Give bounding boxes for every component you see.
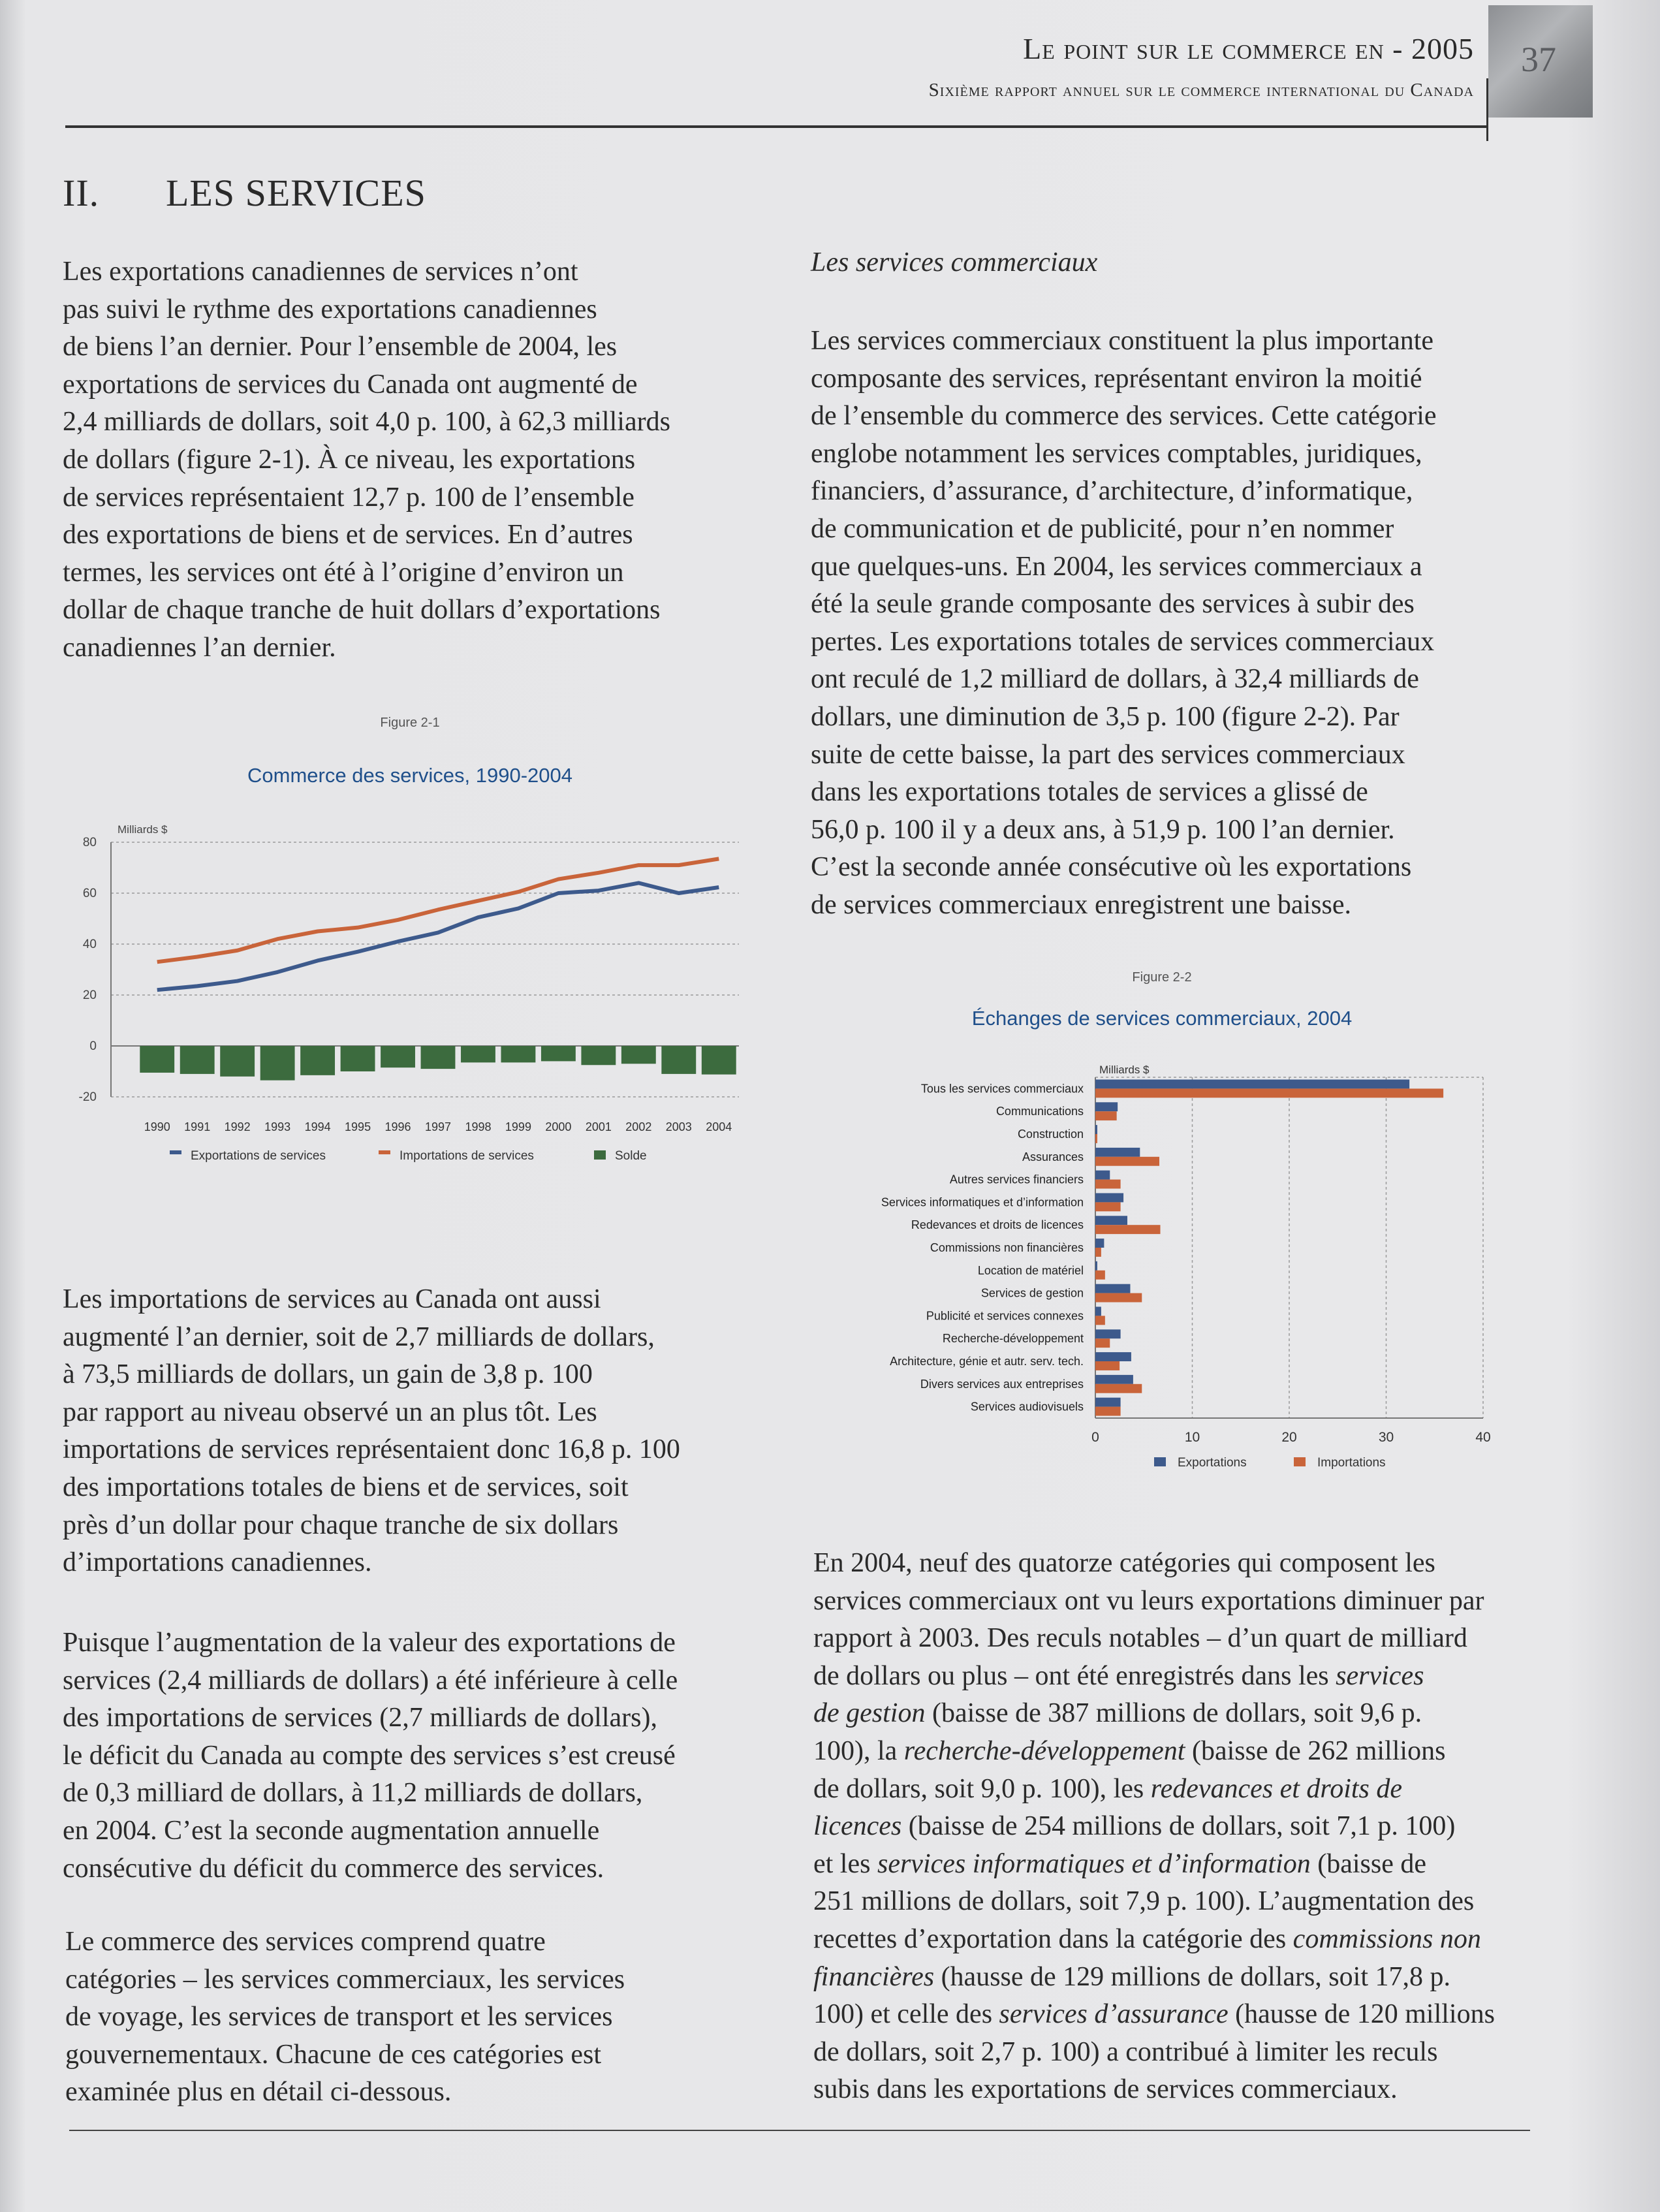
imports-bar (1095, 1134, 1097, 1143)
running-header-subtitle: Sixième rapport annuel sur le commerce international du Canada (928, 80, 1474, 101)
right-paragraph-2 (813, 1545, 1495, 2109)
running-header-title: Le point sur le commerce en - 2005 (1023, 32, 1474, 65)
category-label: Services de gestion (980, 1286, 1084, 1300)
exports-bar (1095, 1375, 1133, 1384)
x-tick-label: 1990 (144, 1120, 170, 1133)
text-run: (hausse de 129 millions de dollars, soit 17,8 p. 100) et celle des (813, 1961, 1450, 2030)
figure-2-1-chart (65, 712, 783, 1234)
exports-bar (1095, 1329, 1121, 1338)
imports-bar (1095, 1180, 1121, 1189)
balance-bar (501, 1046, 536, 1062)
legend-label: Exportations de services (191, 1149, 326, 1163)
figure-2-1-title: Commerce des services, 1990-2004 (247, 764, 572, 787)
exports-bar (1095, 1171, 1110, 1180)
exports-bar (1095, 1261, 1097, 1271)
left-paragraph-3: Puisque l’augmentation de la valeur des exportations de services (2,4 milliards de dollars) a été inférieure à celle des importations de services (2,7 milliards de dollars), le déficit du Canada au compte des services s’est creusé de 0,3 milliard de dollars, à 11,2 milliards de dollars, en 2004. C’est la seconde augmentation annuelle consécutive du déficit du commerce des services. (63, 1628, 678, 1884)
section-heading (63, 171, 426, 215)
imports-bar (1095, 1157, 1159, 1166)
x-tick-label: 1998 (465, 1120, 492, 1133)
balance-bar (300, 1046, 335, 1075)
y-tick-label: 20 (82, 988, 97, 1002)
x-tick-label: 2002 (625, 1120, 652, 1133)
x-tick-label: 2003 (665, 1120, 692, 1133)
exports-bar (1095, 1398, 1121, 1407)
figure-2-1-unit: Milliards $ (117, 823, 168, 836)
category-label: Construction (1017, 1128, 1084, 1141)
x-tick-label: 0 (1091, 1430, 1099, 1445)
imports-bar (1095, 1111, 1117, 1120)
figure-2-2-title: Échanges de services commerciaux, 2004 (971, 1007, 1353, 1030)
balance-bar (220, 1046, 255, 1077)
imports-bar (1095, 1225, 1160, 1234)
imports-bar (1095, 1088, 1443, 1098)
balance-bar (541, 1046, 576, 1061)
figure-2-2-unit: Milliards $ (1099, 1064, 1150, 1076)
text-run: (baisse de 251 millions de dollars, soit 7,9 p. 100). L’augmentation des recettes d’exportation dans la catégorie des (813, 1848, 1475, 1954)
left-paragraph-4: Le commerce des services comprend quatre catégories – les services commerciaux, les services de voyage, les services de transport et les services gouvernementaux. Chacune de ces catégories est examinée plus en détail ci-dessous. (65, 1927, 625, 2108)
balance-bar (621, 1046, 656, 1064)
x-tick-label: 1997 (424, 1120, 452, 1133)
text-run: En 2004, neuf des quatorze catégories qui composent les services commerciaux ont vu leurs exportations diminuer par rapport à 2003. Des reculs notables – d’un quart de milliard de dollars ou plus – ont été enregistrés dans les (813, 1548, 1484, 1691)
x-tick-label: 40 (1475, 1430, 1491, 1445)
exports-bar (1095, 1125, 1097, 1134)
x-tick-label: 2001 (585, 1120, 612, 1133)
x-tick-label: 1994 (304, 1120, 331, 1133)
legend-label: Importations de services (399, 1149, 534, 1163)
exports-bar (1095, 1352, 1131, 1361)
section-title: LES SERVICES (166, 172, 426, 214)
exports-bar (1095, 1239, 1104, 1248)
x-tick-label: 20 (1281, 1430, 1297, 1445)
exports-bar (1095, 1306, 1101, 1316)
category-label: Location de matériel (977, 1263, 1084, 1277)
y-tick-label: 0 (89, 1039, 97, 1053)
exports-line (157, 883, 719, 990)
exports-bar (1095, 1284, 1130, 1293)
balance-bar (341, 1046, 375, 1071)
italic-term: commissions non financières (813, 1923, 1481, 1992)
exports-bar (1095, 1148, 1140, 1157)
exports-bar (1095, 1102, 1118, 1111)
y-tick-label: 80 (82, 836, 97, 849)
x-tick-label: 1991 (184, 1120, 211, 1133)
legend-swatch (1154, 1457, 1166, 1466)
category-label: Publicité et services connexes (926, 1309, 1084, 1323)
left-paragraph-2: Les importations de services au Canada ont aussi augmenté l’an dernier, soit de 2,7 milliards de dollars, à 73,5 milliards de dollars, un gain de 3,8 p. 100 par rapport au niveau observé un an plus tôt. Les importations de services représentaient donc 16,8 p. 100 des importations totales de biens et de services, soit près d’un dollar pour chaque tranche de six dollars d’importations canadiennes. (63, 1284, 680, 1578)
balance-bar (581, 1046, 616, 1065)
x-tick-label: 1993 (264, 1120, 291, 1133)
italic-term: services informatiques et d’information (877, 1848, 1311, 1879)
legend-label: Solde (615, 1149, 647, 1163)
imports-bar (1095, 1338, 1110, 1348)
page-number: 37 (1521, 40, 1556, 79)
imports-bar (1095, 1361, 1120, 1370)
balance-bar (702, 1046, 736, 1075)
imports-bar (1095, 1202, 1121, 1211)
x-tick-label: 1999 (505, 1120, 531, 1133)
italic-term: redevances et droits de licences (813, 1773, 1403, 1842)
legend-swatch (1294, 1457, 1306, 1466)
figure-2-2-chart (809, 966, 1527, 1489)
imports-bar (1095, 1407, 1121, 1416)
x-tick-label: 1995 (345, 1120, 371, 1133)
italic-term: services de gestion (813, 1660, 1424, 1729)
category-label: Tous les services commerciaux (920, 1082, 1084, 1096)
imports-line (157, 859, 719, 962)
legend-swatch (594, 1150, 606, 1160)
exports-bar (1095, 1079, 1409, 1088)
x-tick-label: 10 (1184, 1430, 1200, 1445)
figure-2-2 (809, 966, 1527, 1489)
x-tick-label: 1996 (384, 1120, 411, 1133)
balance-bar (661, 1046, 696, 1074)
balance-bar (180, 1046, 215, 1074)
category-label: Services informatiques et d’information (881, 1195, 1084, 1209)
legend-label: Exportations (1178, 1456, 1247, 1470)
imports-bar (1095, 1293, 1142, 1303)
x-tick-label: 2000 (545, 1120, 572, 1133)
section-number: II. (63, 172, 100, 214)
category-label: Architecture, génie et autr. serv. tech. (890, 1355, 1084, 1368)
text-run: (baisse de 262 millions de dollars, soit 9,0 p. 100), les (813, 1735, 1446, 1804)
text-run: (hausse de 120 millions de dollars, soit 2,7 p. 100) a contribué à limiter les reculs subis dans les exportations de services commerciaux. (813, 1999, 1495, 2105)
category-label: Autres services financiers (949, 1173, 1084, 1186)
category-label: Services audiovisuels (970, 1400, 1084, 1414)
figure-2-2-label: Figure 2-2 (1132, 970, 1192, 985)
x-tick-label: 30 (1378, 1430, 1394, 1445)
category-label: Assurances (1022, 1150, 1084, 1163)
subsection-title: Les services commerciaux (811, 247, 1098, 277)
y-tick-label: 40 (82, 938, 97, 951)
balance-bar (260, 1046, 295, 1081)
header-rule (65, 125, 1488, 128)
x-tick-label: 2004 (706, 1120, 732, 1133)
y-tick-label: -20 (78, 1090, 97, 1104)
balance-bar (140, 1046, 174, 1073)
text-run: (baisse de 387 millions de dollars, soit 9,6 p. 100), la (813, 1698, 1422, 1766)
category-label: Recherche-développement (942, 1332, 1084, 1346)
legend-swatch (170, 1150, 181, 1154)
figure-2-1 (65, 712, 783, 1234)
imports-bar (1095, 1316, 1105, 1325)
balance-bar (421, 1046, 456, 1069)
category-label: Redevances et droits de licences (911, 1218, 1084, 1232)
legend-swatch (379, 1150, 390, 1154)
imports-bar (1095, 1384, 1142, 1393)
italic-term: recherche-développement (903, 1735, 1185, 1766)
category-label: Communications (995, 1105, 1084, 1118)
header-vertical-rule (1486, 78, 1488, 141)
exports-bar (1095, 1216, 1127, 1225)
y-tick-label: 60 (82, 887, 97, 900)
balance-bar (461, 1046, 495, 1062)
figure-2-1-label: Figure 2-1 (380, 716, 440, 730)
category-label: Divers services aux entreprises (920, 1377, 1084, 1391)
legend-label: Importations (1317, 1456, 1386, 1470)
imports-bar (1095, 1248, 1101, 1257)
right-paragraph-1: Les services commerciaux constituent la plus importante composante des services, représentant environ la moitié de l’ensemble du commerce des services. Cette catégorie englobe notamment les services comptables, juridiques, financiers, d’assurance, d’architecture, d’informatique, de communication et de publicité, pour n’en nommer que quelques-uns. En 2004, les services commerciaux a été la seule grande composante des services à subir des pertes. Les exportations totales de services commerciaux ont reculé de 1,2 milliard de dollars, à 32,4 milliards de dollars, une diminution de 3,5 p. 100 (figure 2-2). Par suite de cette baisse, la part des services commerciaux dans les exportations totales de services a glissé de 56,0 p. 100 il y a deux ans, à 51,9 p. 100 l’an dernier. C’est la seconde année consécutive où les exportations de services commerciaux enregistrent une baisse. (811, 326, 1437, 920)
left-paragraph-1: Les exportations canadiennes de services n’ont pas suivi le rythme des exportations canadiennes de biens l’an dernier. Pour l’ensemble de 2004, les exportations de services du Canada ont augmenté de 2,4 milliards de dollars, soit 4,0 p. 100, à 62,3 milliards de dollars (figure 2-1). À ce niveau, les exportations de services représentaient 12,7 p. 100 de l’ensemble des exportations de biens et de services. En d’autres termes, les services ont été à l’origine d’environ un dollar de chaque tranche de huit dollars d’exportations canadiennes l’an dernier. (63, 257, 670, 663)
x-tick-label: 1992 (224, 1120, 251, 1133)
category-label: Commissions non financières (930, 1241, 1084, 1254)
text-run: (baisse de 254 millions de dollars, soit 7,1 p. 100) et les (813, 1811, 1456, 1879)
balance-bar (381, 1046, 415, 1067)
imports-bar (1095, 1271, 1105, 1280)
footer-rule (69, 2130, 1530, 2131)
exports-bar (1095, 1193, 1123, 1202)
italic-term: services d’assurance (999, 1999, 1229, 2030)
